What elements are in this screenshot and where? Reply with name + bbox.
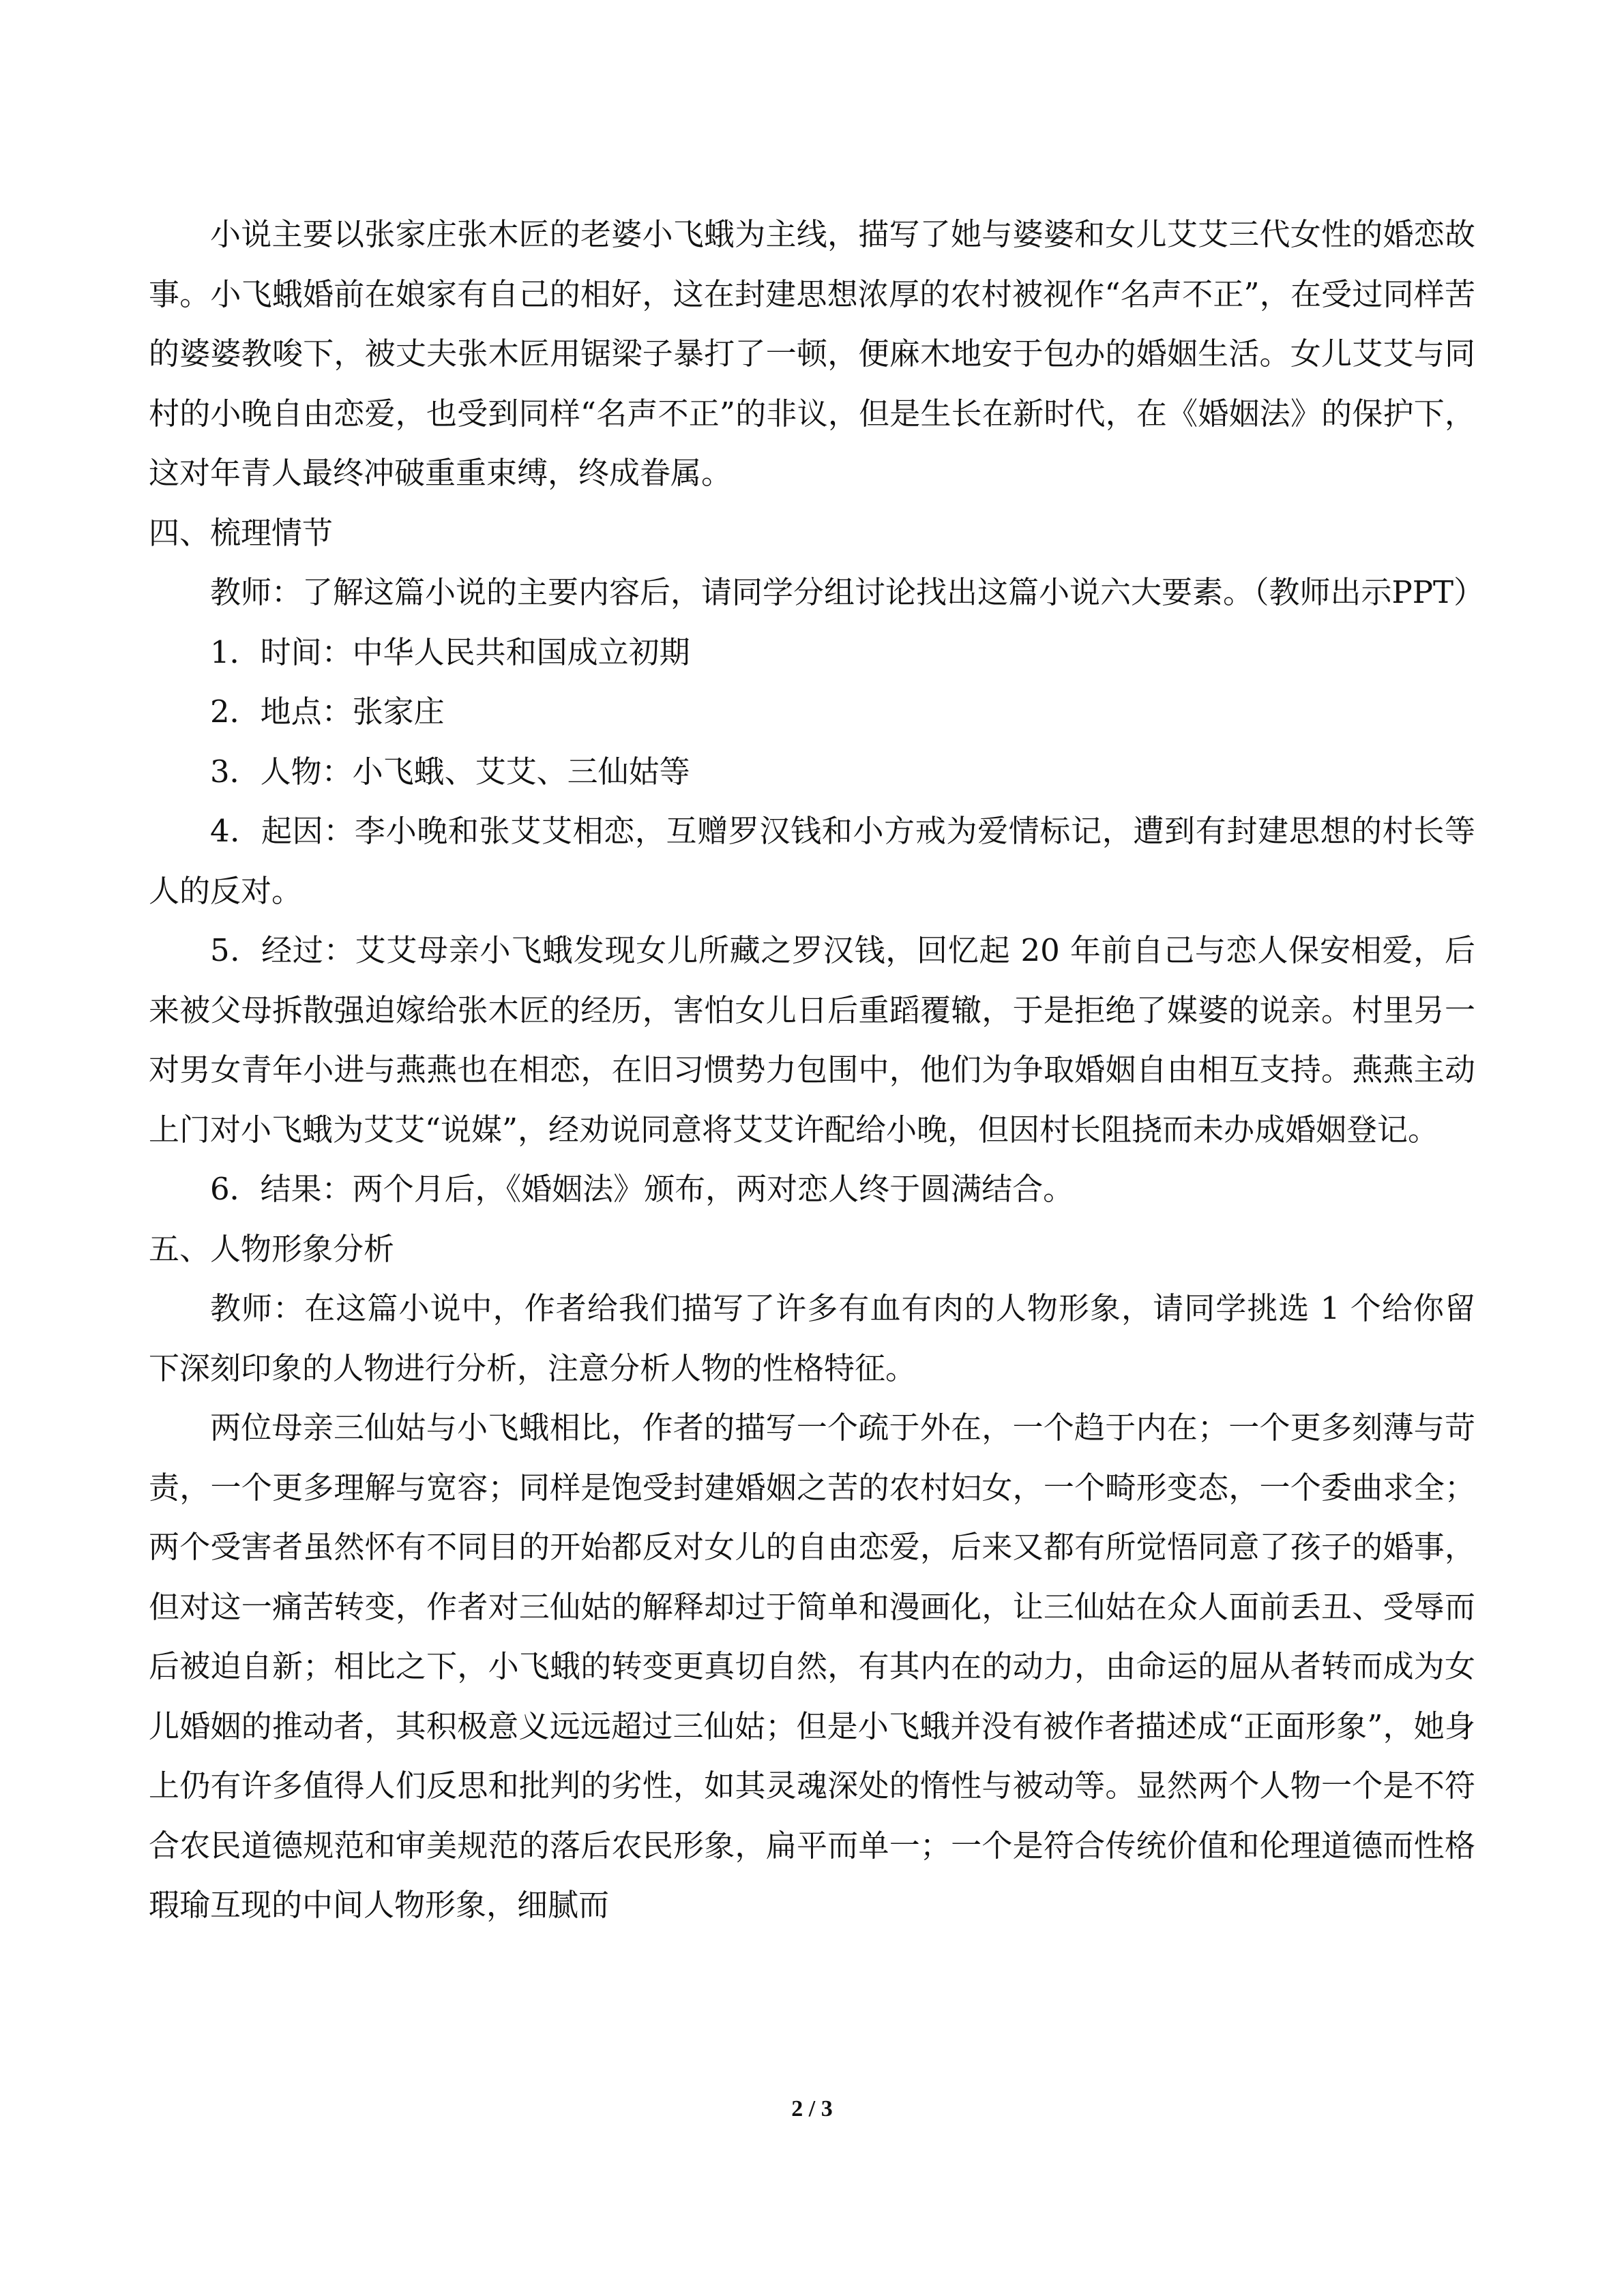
document-body bbox=[149, 205, 1485, 1935]
list-item-characters: 3．人物：小飞蛾、艾艾、三仙姑等 bbox=[210, 753, 690, 790]
list-item-cause: 4．起因：李小晚和张艾艾相恋，互赠罗汉钱和小方戒为爱情标记，遭到有封建思想的村长等人的反对。 bbox=[149, 813, 1475, 909]
list-item-result: 6．结果：两个月后，《婚姻法》颁布，两对恋人终于圆满结合。 bbox=[210, 1171, 1074, 1207]
list-item-process: 5．经过：艾艾母亲小飞蛾发现女儿所藏之罗汉钱，回忆起 20 年前自己与恋人保安相爱，后来被父母拆散强迫嫁给张木匠的经历，害怕女儿日后重蹈覆辙，于是拒绝了媒婆的说亲。村里另一对男女青年小进与燕燕也在相恋，在旧习惯势力包围中，他们为争取婚姻自由相互支持。燕燕主动上门对小飞蛾为艾艾“说媒”，经劝说同意将艾艾许配给小晚，但因村长阻挠而未办成婚姻登记。 bbox=[149, 932, 1475, 1148]
paragraph-character-analysis: 两位母亲三仙姑与小飞蛾相比，作者的描写一个疏于外在，一个趋于内在；一个更多刻薄与苛责，一个更多理解与宽容；同样是饱受封建婚姻之苦的农村妇女，一个畸形变态，一个委曲求全；两个受害者虽然怀有不同目的开始都反对女儿的自由恋爱，后来又都有所觉悟同意了孩子的婚事，但对这一痛苦转变，作者对三仙姑的解释却过于简单和漫画化，让三仙姑在众人面前丢丑、受辱而后被迫自新；相比之下，小飞蛾的转变更真切自然，有其内在的动力，由命运的屈从者转而成为女儿婚姻的推动者，其积极意义远远超过三仙姑；但是小飞蛾并没有被作者描述成“正面形象”，她身上仍有许多值得人们反思和批判的劣性，如其灵魂深处的惰性与被动等。显然两个人物一个是不符合农民道德规范和审美规范的落后农民形象，扁平而单一；一个是符合传统价值和伦理道德而性格瑕瑜互现的中间人物形象，细腻而 bbox=[149, 1410, 1475, 1923]
list-item-place: 2．地点：张家庄 bbox=[210, 694, 445, 730]
paragraph-summary: 小说主要以张家庄张木匠的老婆小飞蛾为主线，描写了她与婆婆和女儿艾艾三代女性的婚恋故事。小飞蛾婚前在娘家有自己的相好，这在封建思想浓厚的农村被视作“名声不正”，在受过同样苦的婆婆教唆下，被丈夫张木匠用锯梁子暴打了一顿，便麻木地安于包办的婚姻生活。女儿艾艾与同村的小晚自由恋爱，也受到同样“名声不正”的非议，但是生长在新时代，在《婚姻法》的保护下，这对年青人最终冲破重重束缚，终成眷属。 bbox=[149, 216, 1475, 491]
page-number: 2 / 3 bbox=[791, 2096, 833, 2121]
section-heading-characters: 五、人物形象分析 bbox=[149, 1230, 395, 1267]
paragraph-teacher-prompt-plot: 教师：了解这篇小说的主要内容后，请同学分组讨论找出这篇小说六大要素。（教师出示PPT） bbox=[210, 574, 1485, 610]
paragraph-teacher-prompt-characters: 教师：在这篇小说中，作者给我们描写了许多有血有肉的人物形象，请同学挑选 1 个给你留下深刻印象的人物进行分析，注意分析人物的性格特征。 bbox=[149, 1290, 1475, 1386]
list-item-time: 1．时间：中华人民共和国成立初期 bbox=[210, 633, 690, 670]
section-heading-plot: 四、梳理情节 bbox=[149, 514, 334, 551]
